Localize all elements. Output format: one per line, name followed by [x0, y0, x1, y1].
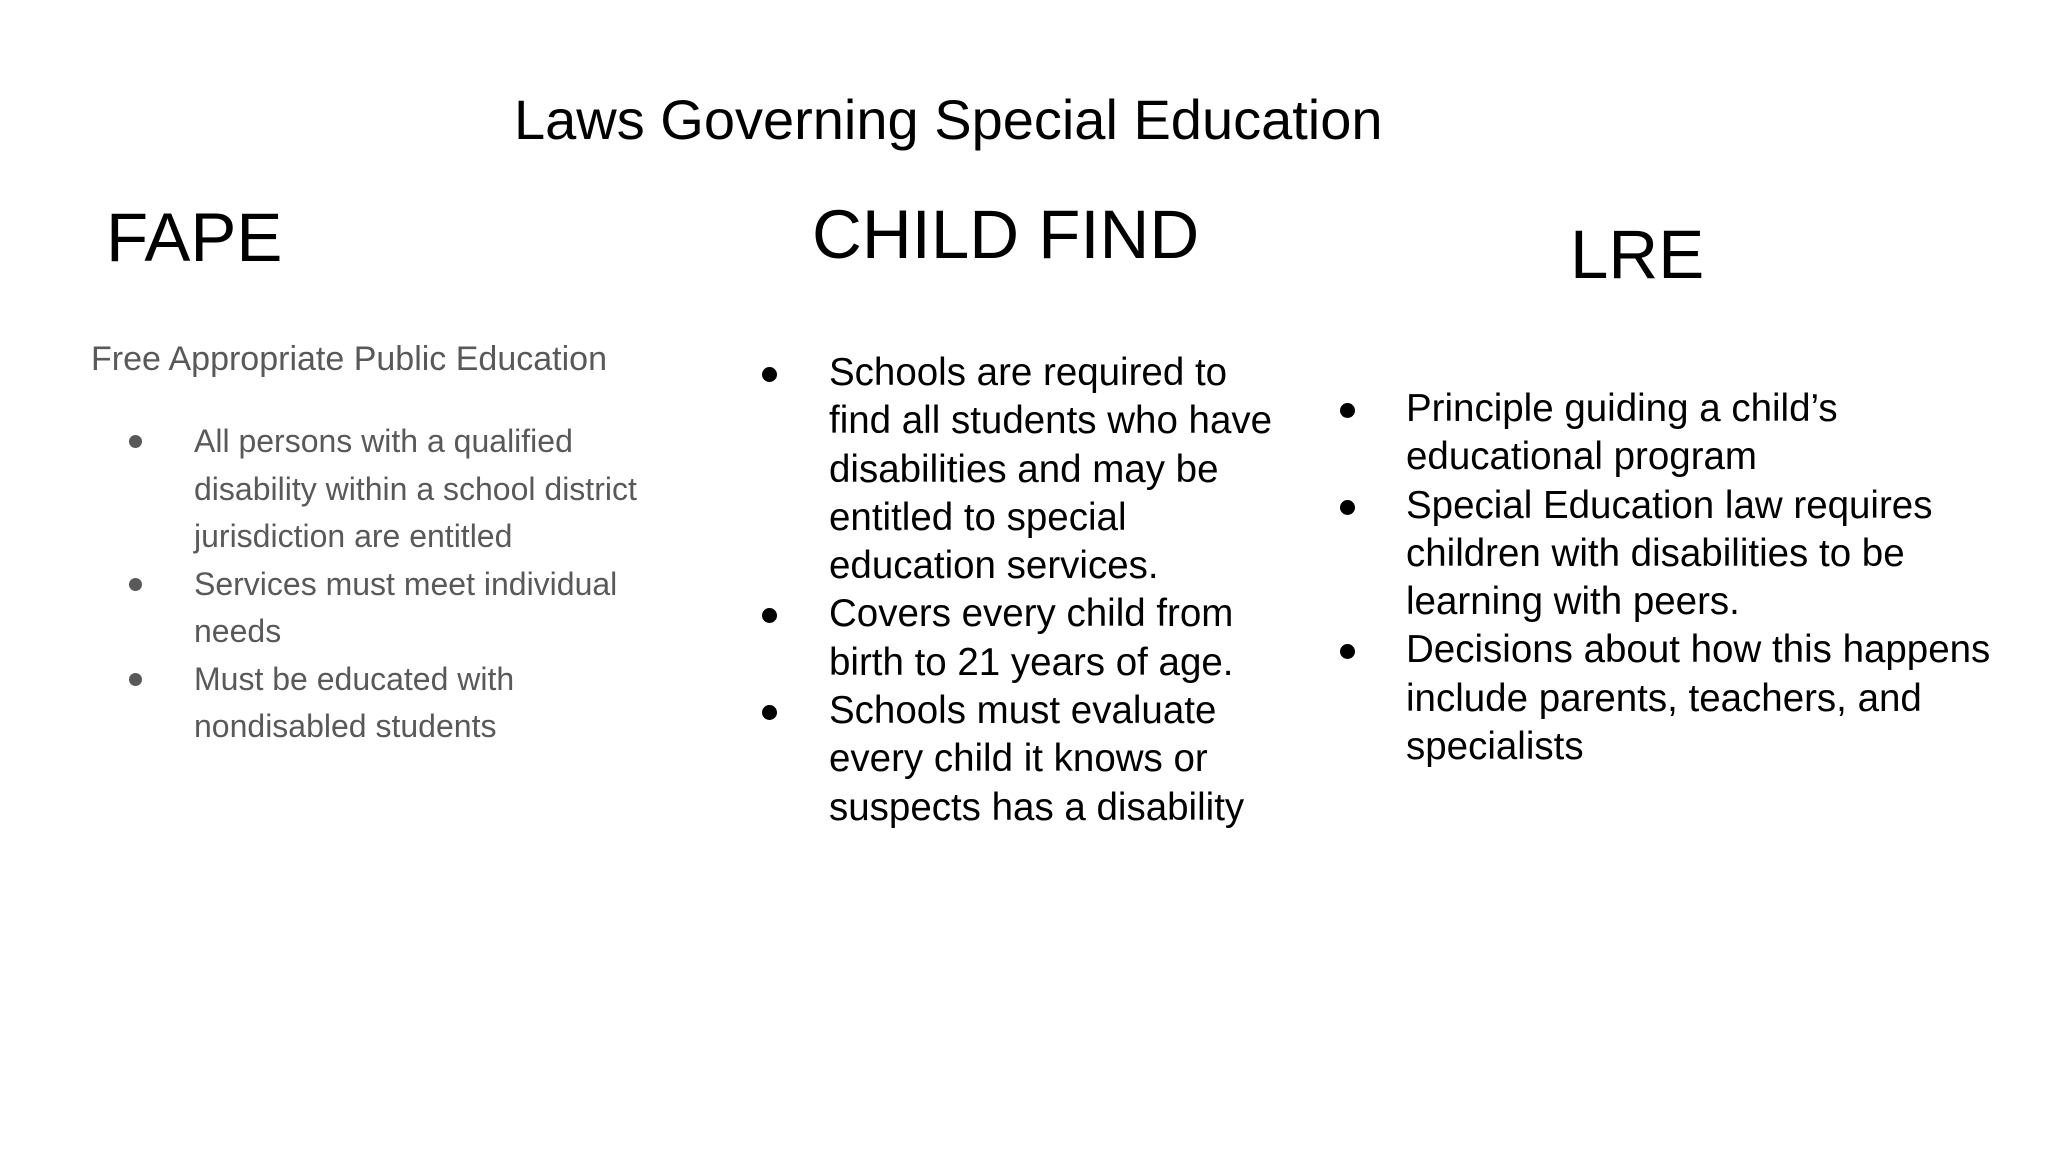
bullet-icon — [1340, 500, 1355, 515]
list-item — [829, 687, 1279, 832]
child-find-bullet-list — [829, 349, 1279, 832]
bullet-icon — [129, 578, 142, 591]
list-item — [194, 561, 694, 656]
bullet-icon — [129, 673, 142, 686]
list-item-text: Decisions about how this happens include parents, teachers, and specialists — [1406, 628, 1991, 769]
list-item-text: Special Education law requires children with disabilities to be learning with peers. — [1406, 483, 1933, 624]
list-item-text: Schools are required to find all students who have disabilities and may be entitled to special education services. — [829, 351, 1273, 588]
child-find-heading: CHILD FIND — [812, 196, 1200, 273]
lre-heading: LRE — [1570, 216, 1705, 293]
list-item — [829, 590, 1279, 687]
list-item — [1406, 626, 2006, 771]
list-item — [194, 656, 694, 751]
bullet-icon — [1340, 644, 1355, 659]
list-item-text: Covers every child from birth to 21 years of age. — [829, 592, 1234, 684]
list-item-text: Schools must evaluate every child it knows or suspects has a disability — [829, 689, 1245, 829]
bullet-icon — [762, 608, 777, 623]
bullet-icon — [762, 367, 777, 382]
list-item-text: Principle guiding a child’s educational program — [1406, 387, 1838, 479]
list-item-text: Services must meet individual needs — [194, 565, 618, 649]
list-item — [1406, 482, 2006, 627]
fape-heading: FAPE — [106, 199, 283, 276]
bullet-icon — [129, 435, 142, 448]
fape-subtitle: Free Appropriate Public Education — [91, 340, 607, 378]
list-item — [829, 349, 1279, 590]
list-item — [194, 418, 694, 561]
bullet-icon — [762, 705, 777, 720]
list-item-text: All persons with a qualified disability within a school district jurisdiction are entitled — [194, 423, 637, 554]
list-item-text: Must be educated with nondisabled students — [194, 660, 515, 744]
list-item — [1406, 385, 2006, 482]
slide-title: Laws Governing Special Education — [514, 88, 1383, 151]
bullet-icon — [1340, 403, 1355, 418]
lre-bullet-list — [1406, 385, 2006, 771]
fape-bullet-list — [194, 418, 694, 751]
